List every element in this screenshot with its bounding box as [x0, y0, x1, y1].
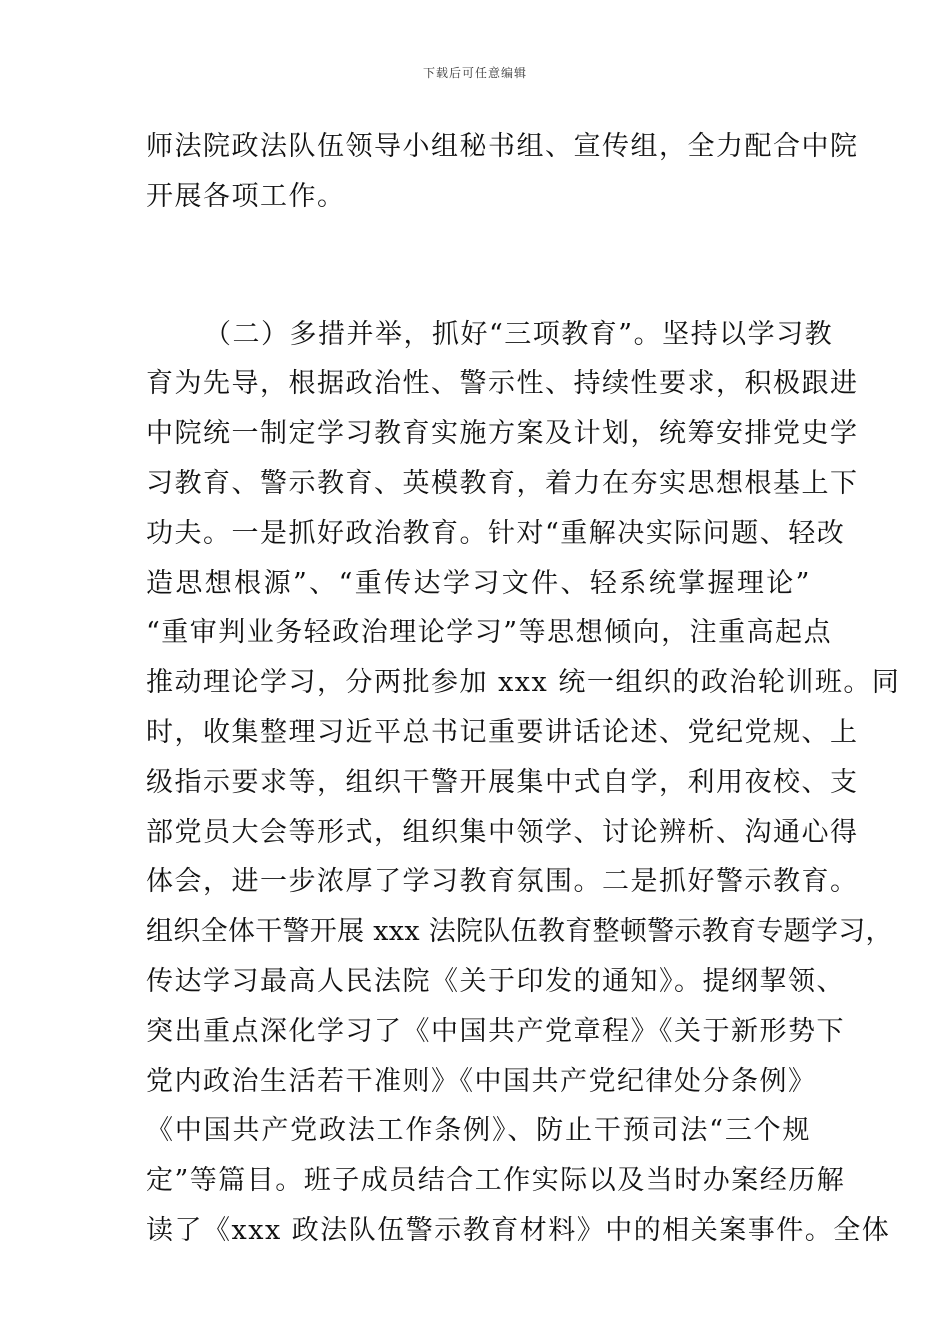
text-line: 习教育、警示教育、英模教育，着力在夯实思想根基上下 [146, 467, 859, 499]
paragraph-1 [146, 122, 859, 222]
text-line: 师法院政法队伍领导小组秘书组、宣传组，全力配合中院 [146, 131, 859, 162]
text-line: （二）多措并举，抓好“三项教育”。坚持以学习教 [204, 318, 834, 350]
text-line: 功夫。一是抓好政治教育。针对“重解决实际问题、轻改 [146, 517, 846, 549]
text-line: 推动理论学习，分两批参加 xxx 统一组织的政治轮训班。同 [146, 667, 901, 699]
text-line: 开展各项工作。 [146, 180, 346, 212]
paragraph-2 [146, 310, 901, 1256]
text-line: 育为先导，根据政治性、警示性、持续性要求，积极跟进 [146, 368, 859, 400]
text-line: 《中国共产党政法工作条例》、防止干预司法“三个规 [146, 1115, 811, 1147]
text-line: 党内政治生活若干准则》《中国共产党纪律处分条例》 [146, 1065, 817, 1097]
text-line: 时，收集整理习近平总书记重要讲话论述、党纪党规、上 [146, 716, 859, 748]
text-line: 组织全体干警开展 xxx 法院队伍教育整顿警示教育专题学习， [146, 916, 893, 948]
paragraph-gap [146, 222, 811, 310]
text-line: 定”等篇目。班子成员结合工作实际以及当时办案经历解 [146, 1165, 846, 1197]
text-line: 中院统一制定学习教育实施方案及计划，统筹安排党史学 [146, 418, 859, 450]
text-line: 体会，进一步浓厚了学习教育氛围。二是抓好警示教育。 [146, 866, 859, 898]
text-line: 部党员大会等形式，组织集中领学、讨论辨析、沟通心得 [146, 816, 859, 848]
document-body [146, 122, 901, 1256]
text-line: 级指示要求等，组织干警开展集中式自学，利用夜校、支 [146, 766, 859, 798]
text-line: 传达学习最高人民法院《关于印发的通知》。提纲挈领、 [146, 965, 845, 997]
text-line: 突出重点深化学习了《中国共产党章程》《关于新形势下 [146, 1015, 845, 1047]
text-line: 造思想根源”、“重传达学习文件、轻系统掌握理论” [146, 567, 811, 599]
page-header-note: 下载后可任意编辑 [422, 66, 527, 80]
text-line: “重审判业务轻政治理论学习”等思想倾向，注重高起点 [146, 617, 833, 649]
text-line: 读了《xxx 政法队伍警示教育材料》中的相关案事件。全体 [146, 1214, 891, 1246]
